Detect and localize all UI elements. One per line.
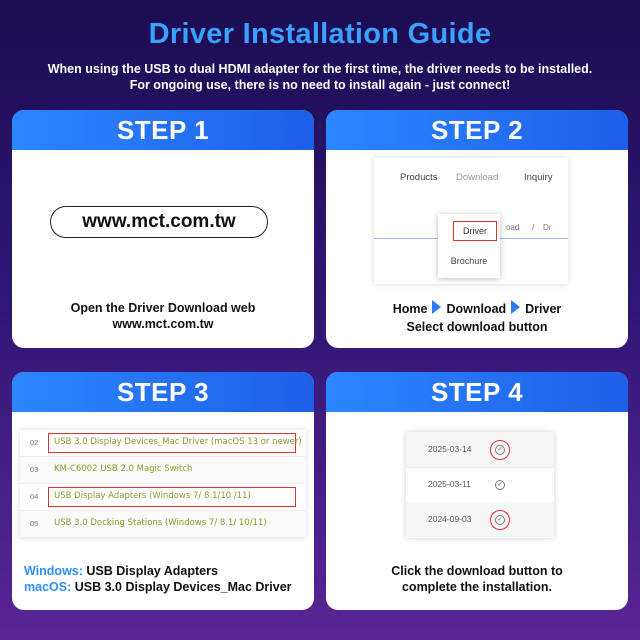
- driver-link[interactable]: USB Display Adapters (Windows 7/ 8.1/10 /11): [54, 491, 251, 501]
- download-row: [406, 502, 554, 537]
- driver-list-row[interactable]: [20, 484, 306, 511]
- driver-list-row[interactable]: [20, 457, 306, 484]
- download-row: [406, 467, 554, 503]
- chevron-right-icon: [511, 300, 520, 314]
- step-1-caption-1: Open the Driver Download web: [70, 301, 256, 315]
- step-3-card: [12, 372, 314, 610]
- breadcrumb-fragment-right: Dr: [543, 223, 552, 232]
- download-list-screenshot: [406, 432, 554, 538]
- windows-value: USB Display Adapters: [86, 564, 218, 578]
- download-check-icon[interactable]: ✓: [495, 480, 505, 490]
- step-4-card: [326, 372, 628, 610]
- driver-link[interactable]: KM-C6002 USB 2.0 Magic Switch: [54, 464, 193, 474]
- step-1-caption-2: www.mct.com.tw: [112, 317, 214, 331]
- page-title: Driver Installation Guide: [148, 18, 492, 50]
- row-number: 03: [30, 465, 39, 474]
- subtitle-line-1: When using the USB to dual HDMI adapter for the first time, the driver needs to be installed.: [47, 62, 593, 76]
- step-1-header: STEP 1: [12, 110, 314, 150]
- row-number: 02: [30, 438, 39, 447]
- driver-link[interactable]: USB 3.0 Display Devices_Mac Driver (macOS 13 or newer): [54, 437, 302, 447]
- macos-instruction: [24, 580, 292, 594]
- path-download: Download: [446, 302, 507, 316]
- download-row: [406, 432, 554, 468]
- windows-label: Windows:: [24, 564, 83, 578]
- menu-inquiry[interactable]: Inquiry: [524, 172, 553, 183]
- step-1-card: [12, 110, 314, 348]
- menu-download[interactable]: Download: [456, 172, 499, 183]
- dropdown-driver-option[interactable]: Driver: [453, 221, 497, 241]
- driver-list-screenshot: [20, 430, 306, 538]
- release-date: 2025-03-11: [428, 479, 471, 489]
- website-menu-screenshot: [374, 158, 568, 284]
- breadcrumb-fragment-left: oad: [506, 223, 520, 232]
- release-date: 2024-09-03: [428, 514, 472, 524]
- subtitle-line-2: For ongoing use, there is no need to install again - just connect!: [129, 78, 511, 92]
- step-2-header: STEP 2: [326, 110, 628, 150]
- windows-instruction: [24, 564, 218, 578]
- driver-link[interactable]: USB 3.0 Docking Stations (Windows 7/ 8.1/ 10/11): [54, 518, 267, 528]
- driver-list-row[interactable]: [20, 511, 306, 538]
- download-check-icon[interactable]: ✓: [495, 445, 505, 455]
- path-home: Home: [392, 302, 428, 316]
- dropdown-brochure-option[interactable]: Brochure: [450, 256, 488, 266]
- chevron-right-icon: [432, 300, 441, 314]
- release-date: 2025-03-14: [428, 444, 472, 454]
- download-check-icon[interactable]: ✓: [495, 515, 505, 525]
- step-4-caption-2: complete the installation.: [401, 580, 553, 594]
- path-driver: Driver: [525, 302, 562, 316]
- step-3-header: STEP 3: [12, 372, 314, 412]
- download-dropdown: [438, 214, 500, 278]
- navigation-path: [326, 300, 628, 316]
- step-2-caption: Select download button: [406, 320, 548, 334]
- macos-label: macOS:: [24, 580, 72, 594]
- driver-list-row[interactable]: [20, 430, 306, 457]
- macos-value: USB 3.0 Display Devices_Mac Driver: [74, 580, 292, 594]
- step-2-card: [326, 110, 628, 348]
- breadcrumb-separator: /: [532, 223, 535, 232]
- website-url-link[interactable]: www.mct.com.tw: [50, 206, 268, 238]
- row-number: 04: [30, 492, 39, 501]
- menu-products[interactable]: Products: [400, 172, 438, 183]
- step-4-header: STEP 4: [326, 372, 628, 412]
- row-number: 05: [30, 519, 39, 528]
- step-4-caption-1: Click the download button to: [391, 564, 563, 578]
